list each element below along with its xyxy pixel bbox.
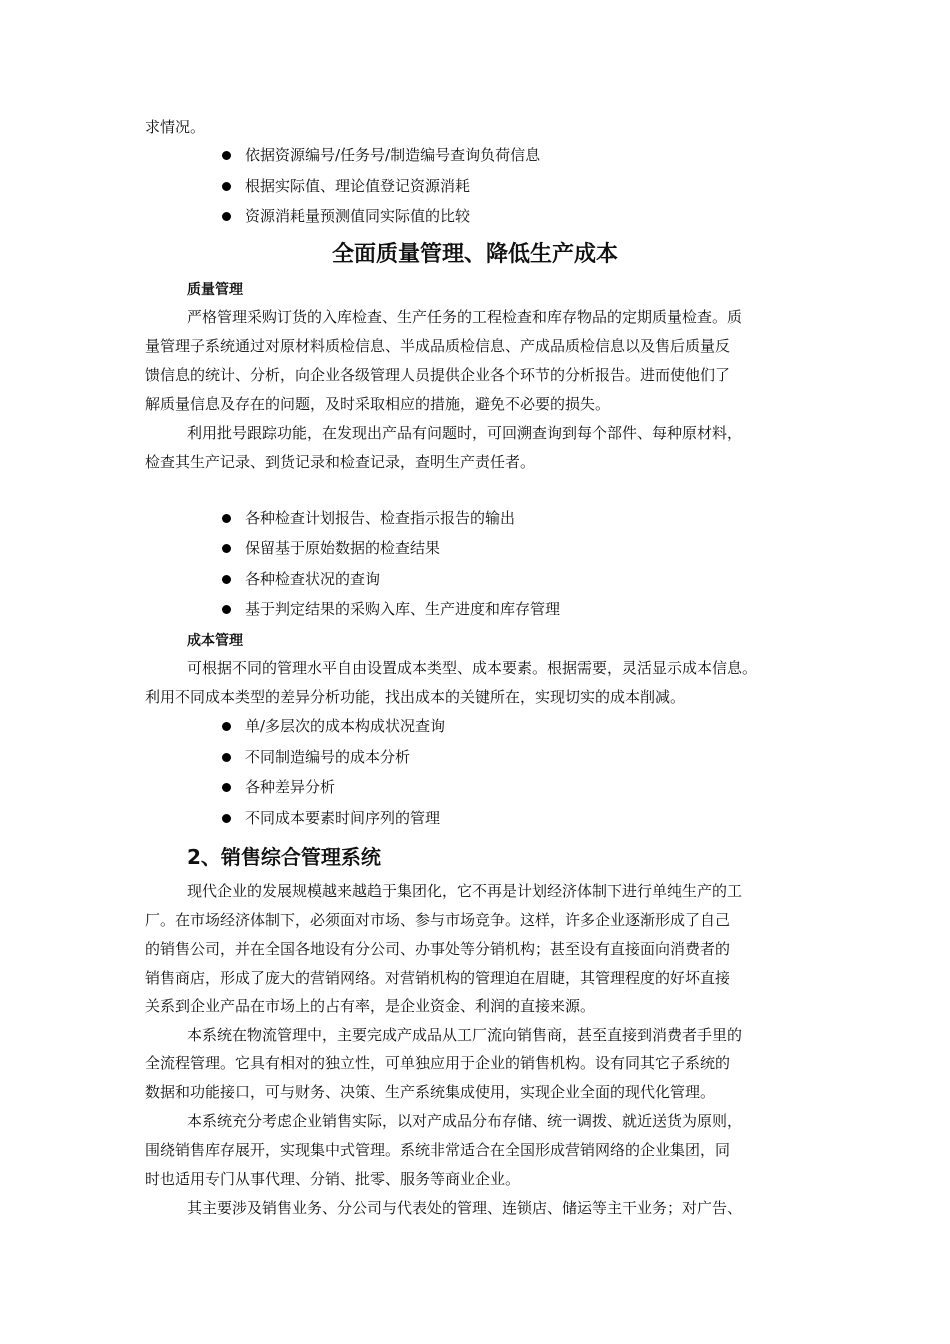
- bullet-icon: [222, 514, 231, 523]
- paragraph-line: 严格管理采购订货的入库检查、生产任务的工程检查和库存物品的定期质量检查。质: [187, 308, 743, 326]
- paragraph-line: 数据和功能接口，可与财务、决策、生产系统集成使用，实现企业全面的现代化管理。: [145, 1083, 716, 1101]
- paragraph-line: 可根据不同的管理水平自由设置成本类型、成本要素。根据需要，灵活显示成本信息。: [187, 659, 758, 677]
- bullet-icon: [222, 182, 231, 191]
- paragraph-line: 全流程管理。它具有相对的独立性，可单独应用于企业的销售机构。设有同其它子系统的: [145, 1054, 731, 1072]
- bullet-icon: [222, 544, 231, 553]
- cost-heading: 成本管理: [187, 633, 243, 649]
- bullet-icon: [222, 575, 231, 584]
- paragraph-line: 销售商店，形成了庞大的营销网络。对营销机构的管理迫在眉睫，其管理程度的好坏直接: [145, 969, 731, 987]
- bullet-icon: [222, 605, 231, 614]
- paragraph-line: 的销售公司，并在全国各地设有分公司、办事处等分销机构；甚至设有直接面向消费者的: [145, 940, 731, 958]
- bullet-icon: [222, 783, 231, 792]
- paragraph-line: 利用不同成本类型的差异分析功能，找出成本的关键所在，实现切实的成本削减。: [145, 688, 686, 706]
- paragraph-line: 其主要涉及销售业务、分公司与代表处的管理、连锁店、储运等主干业务；对广告、: [187, 1199, 743, 1217]
- paragraph-line: 本系统充分考虑企业销售实际，以对产成品分布存储、统一调拨、就近送货为原则，: [187, 1112, 743, 1130]
- paragraph-line: 围绕销售库存展开，实现集中式管理。系统非常适合在全国形成营销网络的企业集团，同: [145, 1141, 731, 1159]
- bullet-icon: [222, 212, 231, 221]
- sales-heading: 2、销售综合管理系统: [187, 845, 381, 869]
- paragraph-line: 现代企业的发展规模越来越趋于集团化，它不再是计划经济体制下进行单纯生产的工: [187, 882, 743, 900]
- paragraph-line: 量管理子系统通过对原材料质检信息、半成品质检信息、产成品质检信息以及售后质量反: [145, 337, 731, 355]
- paragraph-line: 解质量信息及存在的问题，及时采取相应的措施，避免不必要的损失。: [145, 395, 611, 413]
- section-title: 全面质量管理、降低生产成本: [331, 242, 618, 267]
- bullet-icon: [222, 814, 231, 823]
- document-page: 求情况。 依据资源编号/任务号/制造编号查询负荷信息 根据实际值、理论值登记资源消耗 资源消耗量预测值同实际值的比较 全面质量管理、降低生产成本 质量管理 严格管理采购订货的入库检查、生产任务的工程检查和库存物品的定期质量检查。质 量管理子系统通过对原材料质检信息、半成品质检信息、产成品质检信息以及售后质量反 馈信息的统计、分析，向企业各级管理人员提供企业各个环节的分析报告。进而使他们了 解质量信息及存在的问题，及时采取相应的措施，避免不必要的损失。 利用批号跟踪功能，在发现出产品有问题时，可回溯查询到每个部件、每种原材料， 检查其生产记录、到货记录和检查记录，查明生产责任者。 各种检查计划报告、检查指示报告的输出 保留基于原始数据的检查结果 各种检查状况的查询 基于判定结果的采购入库、生产进度和库存管理 成本管理 可根据不同的管理水平自由设置成本类型、成本要素。根据需要，灵活显示成本信息。 利用不同成本类型的差异分析功能，找出成本的关键所在，实现切实的成本削减。 单/多层次的成本构成状况查询 不同制造编号的成本分析 各种差异分析 不同成本要素时间序列的管理 2、销售综合管理系统 现代企业的发展规模越来越趋于集团化，它不再是计划经济体制下进行单纯生产的工 厂。在市场经济体制下，必须面对市场、参与市场竞争。这样，许多企业逐渐形成了自己 的销售公司，并在全国各地设有分公司、办事处等分销机构；甚至设有直接面向消费者的 销售商店，形成了庞大的营销网络。对营销机构的管理迫在眉睫，其管理程度的好坏直接 关系到企业产品在市场上的占有率，是企业资金、利润的直接来源。 本系统在物流管理中，主要完成产成品从工厂流向销售商，甚至直接到消费者手里的 全流程管理。它具有相对的独立性，可单独应用于企业的销售机构。设有同其它子系统的 数据和功能接口，可与财务、决策、生产系统集成使用，实现企业全面的现代化管理。 本系统充分考虑企业销售实际，以对产成品分布存储、统一调拨、就近送货为原则， 围绕销售库存展开，实现集中式管理。系统非常适合在全国形成营销网络的企业集团，同 时也适用专门从事代理、分销、批零、服务等商业企业。 其主要涉及销售业务、分公司与代表处的管理、连锁店、储运等主干业务；对广告、: [0, 0, 950, 1344]
- intro-line: 求情况。: [145, 118, 206, 136]
- paragraph-line: 馈信息的统计、分析，向企业各级管理人员提供企业各个环节的分析报告。进而使他们了: [145, 366, 731, 384]
- bullet-icon: [222, 722, 231, 731]
- paragraph-line: 厂。在市场经济体制下，必须面对市场、参与市场竞争。这样，许多企业逐渐形成了自己: [145, 911, 731, 929]
- bullet-icon: [222, 753, 231, 762]
- paragraph-line: 利用批号跟踪功能，在发现出产品有问题时，可回溯查询到每个部件、每种原材料，: [187, 424, 743, 442]
- paragraph-line: 检查其生产记录、到货记录和检查记录，查明生产责任者。: [145, 453, 536, 471]
- paragraph-line: 时也适用专门从事代理、分销、批零、服务等商业企业。: [145, 1170, 521, 1188]
- bullet-icon: [222, 151, 231, 160]
- paragraph-line: 本系统在物流管理中，主要完成产成品从工厂流向销售商，甚至直接到消费者手里的: [187, 1026, 743, 1044]
- quality-heading: 质量管理: [187, 282, 243, 298]
- paragraph-line: 关系到企业产品在市场上的占有率，是企业资金、利润的直接来源。: [145, 997, 596, 1015]
